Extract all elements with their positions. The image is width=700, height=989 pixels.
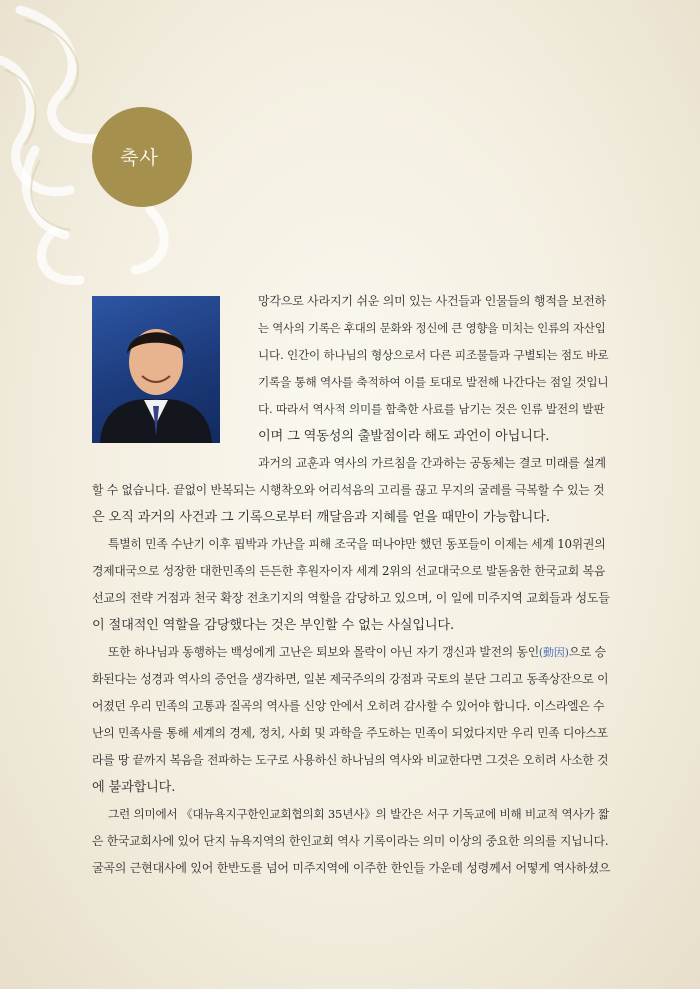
hanja-annotation: (動因) [538,646,569,659]
paragraph-2-line-2: 할 수 없습니다. 끝없이 반복되는 시행착오와 어리석음의 고리를 끊고 무지의 굴레를 극복할 수 있는 것 [92,483,605,497]
paragraph-1-line-4: 기록을 통해 역사를 축적하여 이를 토대로 발전해 나간다는 점일 것입니 [258,375,609,389]
paragraph-1-line-3: 니다. 인간이 하나님의 형상으로서 다른 피조물들과 구별되는 점도 바로 [258,348,609,362]
paragraph-4-line-1 [108,639,610,666]
paragraph-1-line-6: 이며 그 역동성의 출발점이라 해도 과언이 아닙니다. [258,429,550,444]
paragraph-4-line-4: 난의 민족사를 통해 세계의 경제, 정치, 사회 및 과학을 주도하는 민족이 되었다지만 우리 민족 디아스포 [92,726,608,740]
paragraph-5-line-3: 굴곡의 근현대사에 있어 한반도를 넘어 미주지역에 이주한 한인들 가운데 성령께서 어떻게 역사하셨으 [92,861,611,875]
paragraph-2-line-1: 과거의 교훈과 역사의 가르침을 간과하는 공동체는 결코 미래를 설계 [258,456,606,470]
section-title: 축사 [120,147,159,169]
paragraph-2-line-3: 은 오직 과거의 사건과 그 기록으로부터 깨달음과 지혜를 얻을 때만이 가능합니다. [92,510,550,525]
paragraph-5-line-1: 그런 의미에서 《대뉴욕지구한인교회협의회 35년사》의 발간은 서구 기독교에 비해 비교적 역사가 짧 [108,807,609,821]
paragraph-4-line-1-tail: 으로 승 [568,645,606,659]
paragraph-4-line-5: 라를 땅 끝까지 복음을 전파하는 도구로 사용하신 하나님의 역사와 비교한다면 그것은 오히려 사소한 것 [92,753,609,767]
portrait-illustration [92,296,220,443]
paragraph-1-line-2: 는 역사의 기록은 후대의 문화와 정신에 큰 영향을 미치는 인류의 자산입 [258,321,606,335]
paragraph-3-line-1: 특별히 민족 수난기 이후 핍박과 가난을 피해 조국을 떠나야만 했던 동포들이 이제는 세계 10위권의 [108,537,606,551]
paragraph-4-line-3: 어졌던 우리 민족의 고통과 질곡의 역사를 신앙 안에서 오히려 감사할 수 있어야 합니다. 이스라엘은 수 [92,699,605,713]
paragraph-5-line-2: 은 한국교회사에 있어 단지 뉴욕지역의 한인교회 역사 기록이라는 의미 이상의 중요한 의의를 지닙니다. [92,834,609,848]
portrait-photo [92,296,220,443]
paragraph-4-line-2: 화된다는 성경과 역사의 증언을 생각하면, 일본 제국주의의 강점과 국토의 분단 그리고 동족상잔으로 이 [92,672,609,686]
paragraph-4-line-1-text: 또한 하나님과 동행하는 백성에게 고난은 퇴보와 몰락이 아닌 자기 갱신과 발전의 동인 [108,645,539,659]
paragraph-3-line-4: 이 절대적인 역할을 감당했다는 것은 부인할 수 없는 사실입니다. [92,618,454,633]
paragraph-1-line-1: 망각으로 사라지기 쉬운 의미 있는 사건들과 인물들의 행적을 보전하 [258,294,606,308]
paragraph-3-line-3: 선교의 전략 거점과 천국 확장 전초기지의 역할을 감당하고 있으며, 이 일에 미주지역 교회들과 성도들 [92,591,610,605]
paragraph-3-line-2: 경제대국으로 성장한 대한민족의 든든한 후원자이자 세계 2위의 선교대국으로 발돋움한 한국교회 복음 [92,564,606,578]
paragraph-1-line-5: 다. 따라서 역사적 의미를 함축한 사료를 남기는 것은 인류 발전의 발판 [258,402,605,416]
paragraph-4-line-6: 에 불과합니다. [92,780,176,795]
